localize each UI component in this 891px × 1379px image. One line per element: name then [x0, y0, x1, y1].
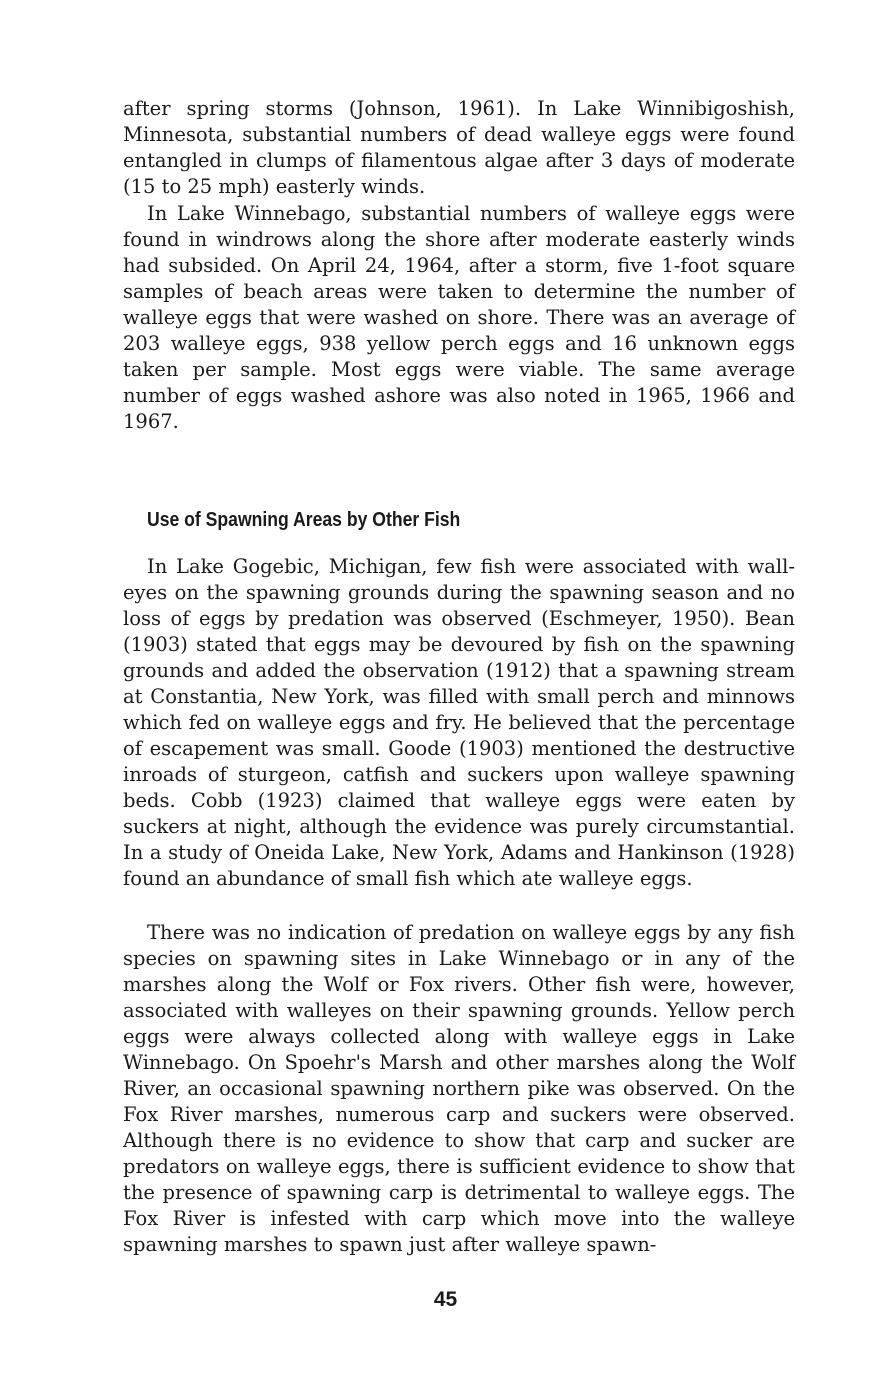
section-heading: Use of Spawning Areas by Other Fish	[147, 509, 461, 531]
paragraph-storm-egg-loss-continued: after spring storms (Johnson, 1961). In Lake Winnibigoshish, Minnesota, substantial numbers of dead walleye eggs were found entangled in clumps of filamentous algae after 3 days of moderate (15 to 25 mph) easterly winds.	[123, 97, 795, 198]
paragraph-lake-winnebago-windrows: In Lake Winnebago, substantial numbers of walleye eggs were found in windrows along the shore after moderate easterly winds had subsided. On April 24, 1964, after a storm, five 1-foot square samples of beach areas were taken to determine the number of walleye eggs that were washed on shore. There was an average of 203 walleye eggs, 938 yellow perch eggs and 16 unknown eggs taken per sample. Most eggs were viable. The same average number of eggs washed ashore was also noted in 1965, 1966 and 1967.	[123, 202, 795, 433]
page-number: 45	[433, 1288, 458, 1311]
paragraph-predation-literature: In Lake Gogebic, Michigan, few fish were associated with walleyes on the spawning grounds during the spawning season and no loss of eggs by predation was observed (Eschmeyer, 1950). Bean (1903) stated that eggs may be devoured by fish on the spawning grounds and added the observation (1912) that a spawning stream at Constantia, New York, was filled with small perch and minnows which fed on walleye eggs and fry. He believed that the percentage of escapement was small. Goode (1903) mentioned the destructive inroads of sturgeon, catfish and suckers upon walleye spawning beds. Cobb (1923) claimed that walleye eggs were eaten by suckers at night, although the evidence was purely circumstantial. In a study of Oneida Lake, New York, Adams and Hankinson (1928) found an abundance of small fish which ate walleye eggs.	[123, 555, 795, 890]
paragraph-winnebago-observations: There was no indication of predation on walleye eggs by any fish species on spawning sites in Lake Winnebago or in any of the marshes along the Wolf or Fox rivers. Other fish were, however, associated with walleyes on their spawning grounds. Yellow perch eggs were always collected along with walleye eggs in Lake Winnebago. On Spoehr's Marsh and other marshes along the Wolf River, an occasional spawning northern pike was observed. On the Fox River marshes, numerous carp and suckers were observed. Although there is no evidence to show that carp and sucker are predators on walleye eggs, there is sufficient evidence to show that the presence of spawning carp is detrimental to walleye eggs. The Fox River is infested with carp which move into the walleye spawning marshes to spawn just after walleye spawn-	[123, 921, 795, 1256]
